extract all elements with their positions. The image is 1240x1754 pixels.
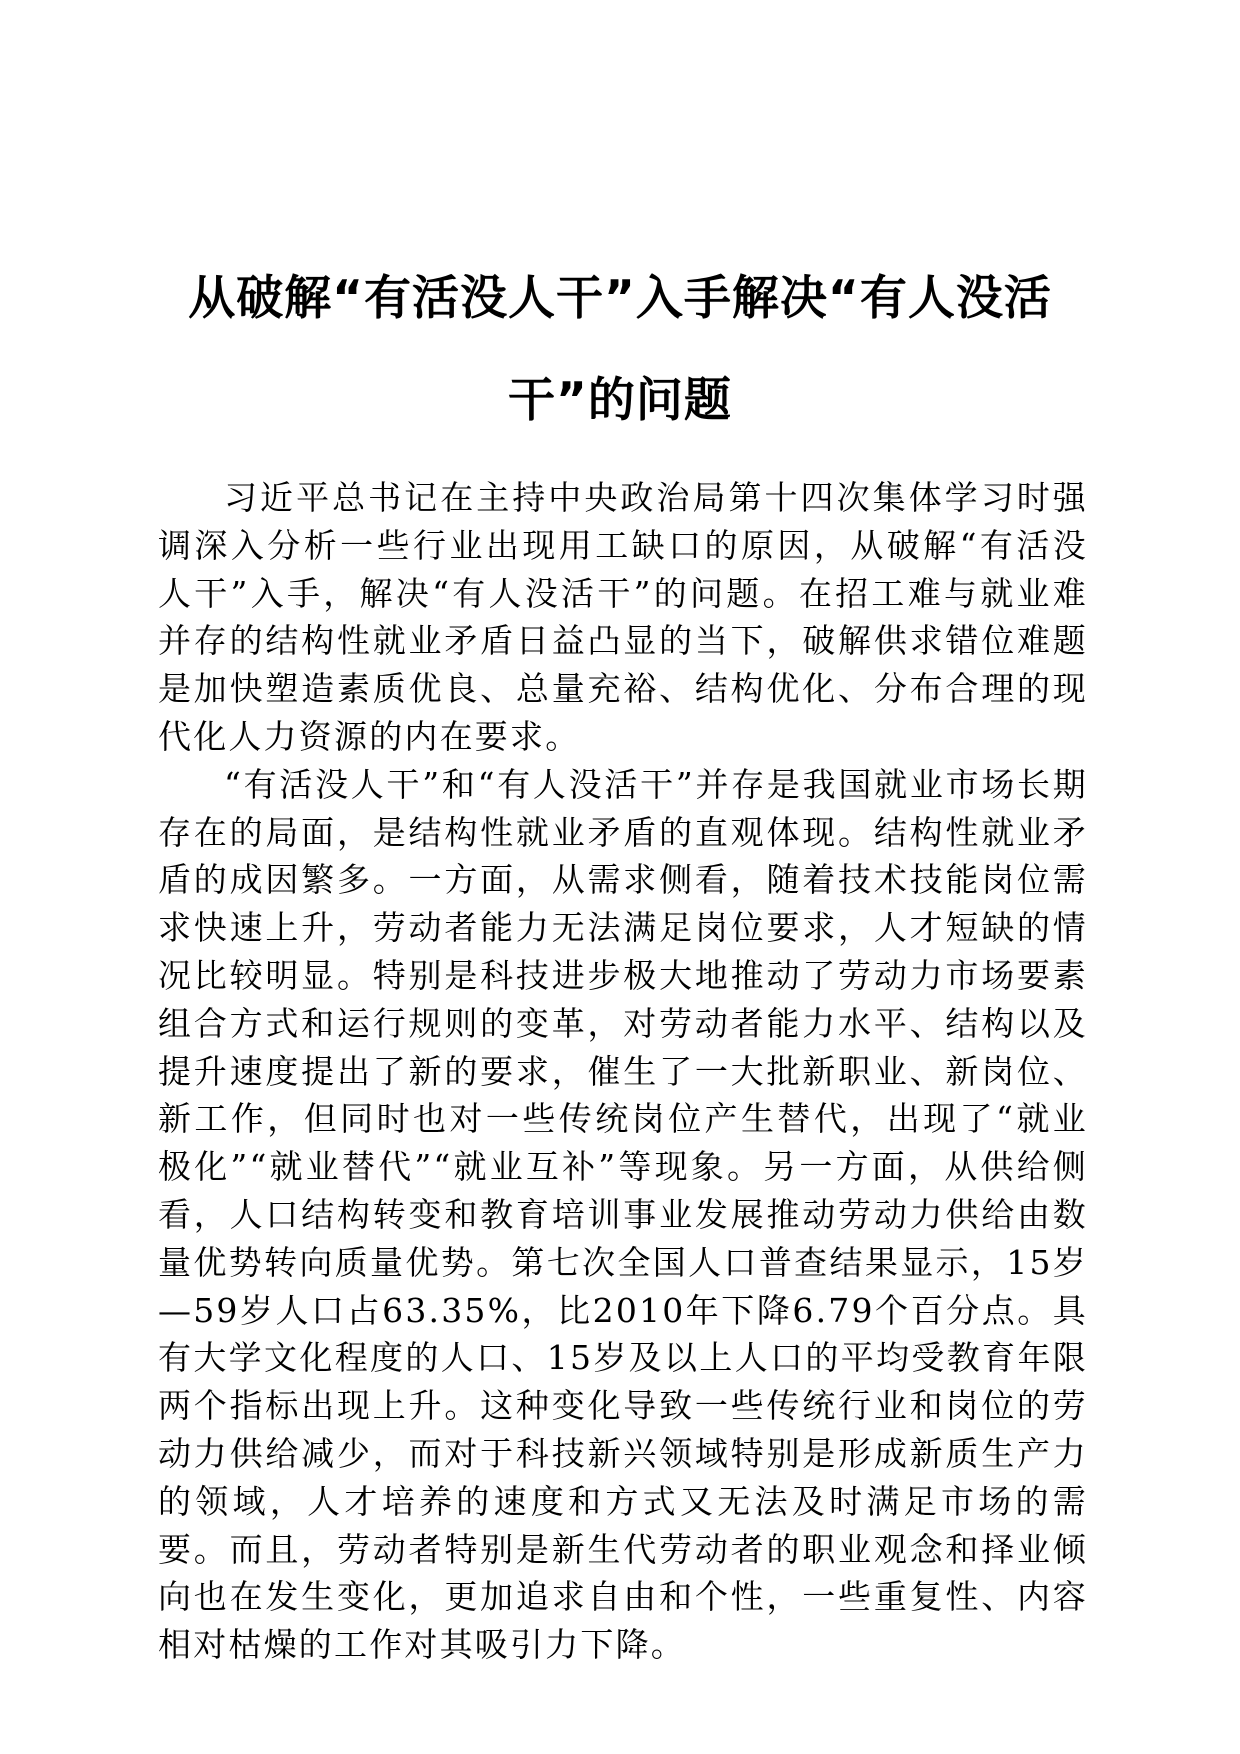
paragraph-2: “有活没人干”和“有人没活干”并存是我国就业市场长期存在的局面，是结构性就业矛盾的直观体现。结构性就业矛盾的成因繁多。一方面，从需求侧看，随着技术技能岗位需求快速上升，劳动者能力无法满足岗位要求，人才短缺的情况比较明显。特别是科技进步极大地推动了劳动力市场要素组合方式和运行规则的变革，对劳动者能力水平、结构以及提升速度提出了新的要求，催生了一大批新职业、新岗位、新工作，但同时也对一些传统岗位产生替代，出现了“就业极化”“就业替代”“就业互补”等现象。另一方面，从供给侧看，人口结构转变和教育培训事业发展推动劳动力供给由数量优势转向质量优势。第七次全国人口普查结果显示，15岁—59岁人口占63.35%，比2010年下降6.79个百分点。具有大学文化程度的人口、15岁及以上人口的平均受教育年限两个指标出现上升。这种变化导致一些传统行业和岗位的劳动力供给减少，而对于科技新兴领域特别是形成新质生产力的领域，人才培养的速度和方式又无法及时满足市场的需要。而且，劳动者特别是新生代劳动者的职业观念和择业倾向也在发生变化，更加追求自由和个性，一些重复性、内容相对枯燥的工作对其吸引力下降。	[158, 764, 1088, 1665]
paragraph-1: 习近平总书记在主持中央政治局第十四次集体学习时强调深入分析一些行业出现用工缺口的原因，从破解“有活没人干”入手，解决“有人没活干”的问题。在招工难与就业难并存的结构性就业矛盾日益凸显的当下，破解供求错位难题是加快塑造素质优良、总量充裕、结构优化、分布合理的现代化人力资源的内在要求。	[158, 478, 1088, 756]
document-body	[158, 474, 1088, 1669]
document-title: 从破解“有活没人干”入手解决“有人没活干”的问题	[188, 271, 1052, 428]
